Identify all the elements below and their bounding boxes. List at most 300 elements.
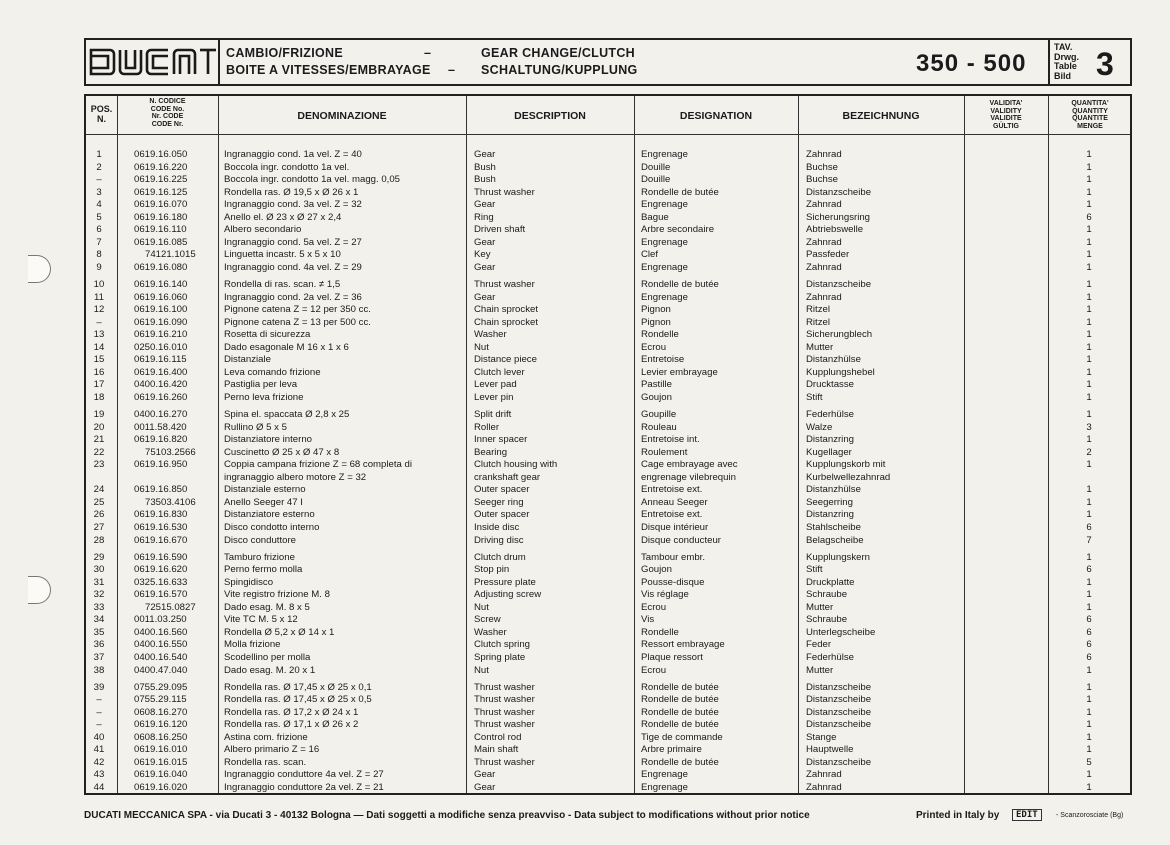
cell-den: Disco conduttore xyxy=(224,534,296,546)
cell-desc: Lever pin xyxy=(474,392,514,403)
cell-bez: Sicherungblech xyxy=(806,329,873,341)
cell-desc: Outer spacer xyxy=(474,484,530,496)
cell-den: Ingranaggio cond. 4a vel. Z = 29 xyxy=(224,261,362,273)
cell-desig: Tige de commande xyxy=(641,731,723,743)
cell-desig: Entretoise xyxy=(641,354,685,366)
cell-pos: 9 xyxy=(96,261,102,273)
cell-qty: 1 xyxy=(1086,354,1092,366)
table-row xyxy=(86,409,1130,421)
table-row xyxy=(86,614,1130,626)
cell-bez: Distanzring xyxy=(806,434,854,446)
cell-desc: Nut xyxy=(474,601,489,613)
cell-bez: Kupplungskern xyxy=(806,551,871,563)
cell-desig: Vis réglage xyxy=(641,589,689,601)
cell-desc: Main shaft xyxy=(474,744,519,756)
cell-den: Rullino Ø 5 x 5 xyxy=(224,421,287,433)
cell-qty: 6 xyxy=(1086,614,1092,626)
cell-qty: 1 xyxy=(1086,484,1092,496)
cell-desig: Douille xyxy=(641,174,671,186)
cell-desc: Split drift xyxy=(474,409,512,420)
model-number: 350 - 500 xyxy=(916,50,1027,77)
table-row xyxy=(86,472,1130,484)
cell-qty: 1 xyxy=(1086,434,1092,446)
cell-bez: Zahnrad xyxy=(806,769,842,781)
cell-den: Dado esag. M. 8 x 5 xyxy=(224,601,310,613)
cell-pos: 12 xyxy=(93,304,105,316)
col-header-code-2: CODE No. xyxy=(150,105,185,113)
cell-pos: – xyxy=(96,694,102,706)
cell-desig: Goupille xyxy=(641,409,677,420)
cell-bez: Stift xyxy=(806,564,823,576)
cell-qty: 1 xyxy=(1086,551,1092,563)
cell-code: 0400.16.420 xyxy=(134,379,188,391)
cell-pos: 43 xyxy=(93,769,105,781)
cell-code: 0619.16.850 xyxy=(134,484,188,496)
cell-desig: Engrenage xyxy=(641,291,688,303)
cell-qty: 1 xyxy=(1086,149,1092,160)
cell-bez: Belagscheibe xyxy=(806,534,864,546)
cell-den: Rondella ras. Ø 17,45 x Ø 25 x 0,1 xyxy=(224,681,372,693)
table-row xyxy=(86,279,1130,291)
cell-code: 0619.16.950 xyxy=(134,459,188,471)
sheet-header xyxy=(84,38,1132,86)
cell-code: 0619.16.060 xyxy=(134,291,188,303)
cell-pos: – xyxy=(96,316,102,328)
cell-bez: Druckplatte xyxy=(806,576,855,588)
cell-desig: Rondelle xyxy=(641,626,679,638)
cell-den: Tamburo frizione xyxy=(224,551,295,563)
cell-code: 0619.16.225 xyxy=(134,174,188,186)
cell-den: Leva comando frizione xyxy=(224,366,321,378)
cell-pos: 13 xyxy=(93,329,105,341)
cell-bez: Kupplungshebel xyxy=(806,366,875,378)
cell-code: 0619.16.100 xyxy=(134,304,188,316)
cell-desig: Arbre primaire xyxy=(641,744,702,756)
cell-den: Astina com. frizione xyxy=(224,731,308,743)
table-row xyxy=(86,224,1130,236)
cell-den: ingranaggio albero motore Z = 32 xyxy=(224,471,367,483)
cell-pos: 2 xyxy=(96,161,102,173)
cell-desig: Pastille xyxy=(641,379,672,391)
cell-den: Molla frizione xyxy=(224,639,281,651)
cell-bez: Distanzscheibe xyxy=(806,756,872,768)
cell-desig: Arbre secondaire xyxy=(641,224,715,236)
table-row xyxy=(86,564,1130,576)
cell-desig: Pignon xyxy=(641,304,671,316)
cell-bez: Buchse xyxy=(806,174,838,186)
cell-desig: Disque intérieur xyxy=(641,522,709,533)
col-header-pos xyxy=(86,104,117,124)
cell-desig: Plaque ressort xyxy=(641,652,703,663)
cell-pos: 15 xyxy=(93,354,105,366)
cell-den: Scodellino per molla xyxy=(224,652,311,663)
cell-pos: 6 xyxy=(96,224,102,236)
cell-den: Pignone catena Z = 12 per 350 cc. xyxy=(224,304,371,316)
cell-bez: Zahnrad xyxy=(806,781,842,793)
cell-qty: 1 xyxy=(1086,279,1092,290)
cell-qty: 1 xyxy=(1086,224,1092,236)
cell-code: 72515.0827 xyxy=(145,601,196,613)
cell-pos: 30 xyxy=(93,564,105,576)
table-row xyxy=(86,497,1130,509)
cell-bez: Mutter xyxy=(806,601,834,613)
cell-bez: Buchse xyxy=(806,161,838,173)
cell-desc: Thrust washer xyxy=(474,706,535,718)
cell-desc: Chain sprocket xyxy=(474,304,538,316)
table-row xyxy=(86,354,1130,366)
cell-bez: Distanzscheibe xyxy=(806,694,872,706)
cell-desig: Rondelle xyxy=(641,329,679,341)
cell-code: 0325.16.633 xyxy=(134,576,188,588)
cell-bez: Federhülse xyxy=(806,409,854,420)
cell-desig: Levier embrayage xyxy=(641,366,718,378)
cell-den: Rondella ras. Ø 17,45 x Ø 25 x 0,5 xyxy=(224,694,372,706)
cell-den: Rondella ras. scan. xyxy=(224,756,307,768)
cell-qty: 1 xyxy=(1086,576,1092,588)
cell-pos: 41 xyxy=(93,744,105,756)
cell-den: Perno fermo molla xyxy=(224,564,303,576)
cell-desc: Nut xyxy=(474,341,489,353)
cell-desc: Nut xyxy=(474,664,489,676)
cell-desc: Clutch lever xyxy=(474,366,525,378)
cell-den: Anello Seeger 47 I xyxy=(224,496,303,508)
cell-desig: Bague xyxy=(641,211,669,223)
cell-pos: – xyxy=(96,706,102,718)
col-header-qty-3: QUANTITE xyxy=(1072,115,1108,122)
cell-qty: 1 xyxy=(1086,681,1092,693)
cell-desig: Rondelle de butée xyxy=(641,719,719,731)
cell-qty: 6 xyxy=(1086,639,1092,651)
cell-desc: Screw xyxy=(474,614,501,626)
cell-bez: Unterlegscheibe xyxy=(806,626,876,638)
table-label-fr: Table xyxy=(1054,61,1077,71)
cell-pos: 21 xyxy=(93,434,105,446)
table-row xyxy=(86,447,1130,459)
cell-desc: Distance piece xyxy=(474,354,537,366)
title-dash-2: – xyxy=(448,63,456,77)
cell-desc: Thrust washer xyxy=(474,719,535,731)
col-header-code-1: N. CODICE xyxy=(149,98,186,105)
col-header-quantity xyxy=(1048,100,1132,130)
footer-company-notice: DUCATI MECCANICA SPA - via Ducati 3 - 40132 Bologna — Dati soggetti a modifiche senza preavviso - Data subject to modifications without prior notice xyxy=(84,810,810,821)
cell-den: Distanziale xyxy=(224,354,271,366)
cell-qty: 1 xyxy=(1086,459,1092,471)
table-row xyxy=(86,522,1130,534)
title-italian: CAMBIO/FRIZIONE xyxy=(226,46,343,60)
cell-desc: Key xyxy=(474,249,491,261)
cell-qty: 1 xyxy=(1086,496,1092,508)
cell-desig: Tambour embr. xyxy=(641,551,705,563)
col-header-pos-1: POS. xyxy=(90,104,113,114)
cell-bez: Kurbelwellezahnrad xyxy=(806,471,891,483)
cell-pos: 26 xyxy=(93,509,105,521)
cell-desc: Seeger ring xyxy=(474,496,524,508)
table-label-de: Bild xyxy=(1054,70,1071,81)
table-row xyxy=(86,237,1130,249)
cell-code: 0400.16.540 xyxy=(134,652,188,663)
cell-qty: 7 xyxy=(1086,534,1092,546)
cell-desc: Bush xyxy=(474,161,496,173)
table-row xyxy=(86,329,1130,341)
cell-desc: Washer xyxy=(474,626,507,638)
cell-desc: Washer xyxy=(474,329,507,341)
cell-den: Albero primario Z = 16 xyxy=(224,744,320,756)
cell-pos: 38 xyxy=(93,664,105,676)
footer-printer-location: - Scanzorosciate (Bg) xyxy=(1056,812,1124,819)
table-row xyxy=(86,484,1130,496)
cell-den: Ingranaggio cond. 2a vel. Z = 36 xyxy=(224,291,362,303)
cell-code: 0619.16.530 xyxy=(134,522,188,533)
cell-bez: Stange xyxy=(806,731,837,743)
cell-code: 0619.16.080 xyxy=(134,261,188,273)
table-row xyxy=(86,602,1130,614)
cell-desc: Gear xyxy=(474,236,496,248)
cell-pos: – xyxy=(96,174,102,186)
col-header-code-3: Nr. CODE xyxy=(151,113,184,120)
cell-desig: Rondelle de butée xyxy=(641,706,719,718)
table-label-en: Drwg. xyxy=(1054,51,1080,62)
table-row xyxy=(86,187,1130,199)
cell-code: 74121.1015 xyxy=(145,249,196,261)
cell-qty: 1 xyxy=(1086,589,1092,601)
col-header-denominazione: DENOMINAZIONE xyxy=(297,110,387,122)
parts-sheet xyxy=(84,38,1132,821)
cell-desig: Cage embrayage avec xyxy=(641,459,738,471)
cell-bez: Mutter xyxy=(806,664,834,676)
cell-bez: Federhülse xyxy=(806,652,854,663)
cell-desc: Gear xyxy=(474,199,496,211)
cell-code: 0619.16.010 xyxy=(134,744,188,756)
cell-desig: Ecrou xyxy=(641,601,667,613)
cell-desc: Clutch drum xyxy=(474,551,526,563)
col-header-pos-2: N. xyxy=(97,114,106,124)
cell-den: Distanziatore interno xyxy=(224,434,312,446)
cell-den: Ingranaggio conduttore 2a vel. Z = 21 xyxy=(224,781,384,793)
cell-pos: 17 xyxy=(93,379,105,391)
cell-pos: 22 xyxy=(93,446,105,458)
cell-desc: crankshaft gear xyxy=(474,471,541,483)
cell-qty: 1 xyxy=(1086,769,1092,781)
header-divider xyxy=(218,40,220,84)
ducati-logo xyxy=(88,44,218,80)
cell-desc: Lever pad xyxy=(474,379,517,391)
cell-code: 0619.16.020 xyxy=(134,781,188,793)
cell-code: 75103.2566 xyxy=(145,446,196,458)
header-rule xyxy=(86,134,1130,135)
cell-desc: Thrust washer xyxy=(474,279,535,290)
cell-den: Vite TC M. 5 x 12 xyxy=(224,614,298,626)
ducati-logo-graphic xyxy=(88,44,218,80)
col-header-designation: DESIGNATION xyxy=(679,110,753,122)
cell-desig: Anneau Seeger xyxy=(641,496,708,508)
title-german: SCHALTUNG/KUPPLUNG xyxy=(481,63,638,77)
cell-code: 0619.16.115 xyxy=(134,354,187,366)
table-row xyxy=(86,707,1130,719)
cell-desig: Engrenage xyxy=(641,149,688,160)
cell-bez: Distanzscheibe xyxy=(806,186,872,198)
cell-den: Albero secondario xyxy=(224,224,302,236)
cell-desig: Clef xyxy=(641,249,659,261)
cell-code: 0400.16.550 xyxy=(134,639,188,651)
cell-pos: 27 xyxy=(93,522,105,533)
cell-bez: Ritzel xyxy=(806,304,830,316)
cell-den: Cuscinetto Ø 25 x Ø 47 x 8 xyxy=(224,446,340,458)
cell-desig: Pousse-disque xyxy=(641,576,705,588)
cell-desc: Ring xyxy=(474,211,494,223)
cell-desig: Ecrou xyxy=(641,341,667,353)
cell-desig: Rondelle de butée xyxy=(641,681,719,693)
cell-code: 0619.16.830 xyxy=(134,509,188,521)
cell-pos: 29 xyxy=(93,551,105,563)
cell-code: 73503.4106 xyxy=(145,496,196,508)
cell-qty: 1 xyxy=(1086,601,1092,613)
cell-code: 0400.16.560 xyxy=(134,626,188,638)
cell-desig: Entretoise ext. xyxy=(641,509,703,521)
cell-den: Dado esag. M. 20 x 1 xyxy=(224,664,316,676)
cell-qty: 1 xyxy=(1086,744,1092,756)
cell-desc: Stop pin xyxy=(474,564,510,576)
col-header-qty-1: QUANTITA' xyxy=(1071,100,1109,107)
cell-den: Linguetta incastr. 5 x 5 x 10 xyxy=(224,249,341,261)
cell-desig: Douille xyxy=(641,161,671,173)
table-row xyxy=(86,719,1130,731)
cell-bez: Zahnrad xyxy=(806,291,842,303)
cell-bez: Feder xyxy=(806,639,832,651)
cell-pos: 28 xyxy=(93,534,105,546)
cell-desig: engrenage vilebrequin xyxy=(641,471,736,483)
cell-bez: Distanzscheibe xyxy=(806,681,872,693)
cell-desig: Ressort embrayage xyxy=(641,639,725,651)
table-row xyxy=(86,149,1130,161)
cell-code: 0250.16.010 xyxy=(134,341,188,353)
cell-qty: 6 xyxy=(1086,652,1092,663)
cell-pos: 37 xyxy=(93,652,105,663)
cell-bez: Drucktasse xyxy=(806,379,854,391)
footer-printed: Printed in Italy by xyxy=(916,810,1000,821)
col-header-code xyxy=(117,98,218,128)
punch-hole-bottom xyxy=(28,576,51,604)
cell-code: 0608.16.270 xyxy=(134,706,188,718)
cell-desc: Chain sprocket xyxy=(474,316,538,328)
cell-desc: Pressure plate xyxy=(474,576,536,588)
cell-desig: Rouleau xyxy=(641,421,677,433)
cell-den: Coppia campana frizione Z = 68 completa di xyxy=(224,459,412,471)
cell-desc: Gear xyxy=(474,291,496,303)
cell-bez: Zahnrad xyxy=(806,261,842,273)
table-row xyxy=(86,665,1130,677)
col-header-qty-2: QUANTITY xyxy=(1072,107,1108,115)
table-row xyxy=(86,262,1130,274)
table-row xyxy=(86,342,1130,354)
cell-pos: 23 xyxy=(93,459,105,471)
cell-desig: Pignon xyxy=(641,316,671,328)
cell-code: 0755.29.095 xyxy=(134,681,188,693)
cell-code: 0619.16.570 xyxy=(134,589,188,601)
cell-desig: Rondelle de butée xyxy=(641,756,719,768)
cell-desig: Entretoise ext. xyxy=(641,484,703,496)
table-row xyxy=(86,304,1130,316)
cell-bez: Stahlscheibe xyxy=(806,522,861,533)
cell-den: Rondella di ras. scan. ≠ 1,5 xyxy=(224,279,341,290)
cell-code: 0619.16.180 xyxy=(134,211,188,223)
cell-pos: 4 xyxy=(96,199,102,211)
table-row xyxy=(86,292,1130,304)
cell-pos: 18 xyxy=(93,392,105,403)
cell-desc: Thrust washer xyxy=(474,694,535,706)
cell-den: Boccola ingr. condotto 1a vel. magg. 0,05 xyxy=(224,174,400,186)
cell-desc: Outer spacer xyxy=(474,509,530,521)
cell-qty: 1 xyxy=(1086,366,1092,378)
table-label-it: TAV. xyxy=(1054,42,1073,52)
cell-den: Rondella Ø 5,2 x Ø 14 x 1 xyxy=(224,626,335,638)
cell-desig: Engrenage xyxy=(641,781,688,793)
cell-qty: 6 xyxy=(1086,522,1092,533)
cell-bez: Stift xyxy=(806,392,823,403)
col-header-qty-4: MENGE xyxy=(1077,122,1103,130)
cell-den: Ingranaggio cond. 1a vel. Z = 40 xyxy=(224,149,362,160)
cell-desc: Thrust washer xyxy=(474,681,535,693)
cell-qty: 1 xyxy=(1086,316,1092,328)
cell-bez: Walze xyxy=(806,421,833,433)
cell-bez: Distanzscheibe xyxy=(806,279,872,290)
table-row xyxy=(86,422,1130,434)
cell-qty: 1 xyxy=(1086,249,1092,261)
cell-bez: Distanzhülse xyxy=(806,484,861,496)
cell-qty: 1 xyxy=(1086,509,1092,521)
cell-pos: 10 xyxy=(93,279,105,290)
col-header-valid-2: VALIDITY xyxy=(990,107,1022,115)
cell-qty: 1 xyxy=(1086,706,1092,718)
cell-pos: 36 xyxy=(93,639,105,651)
cell-desig: Rondelle de butée xyxy=(641,186,719,198)
table-row xyxy=(86,694,1130,706)
cell-qty: 1 xyxy=(1086,409,1092,420)
cell-desc: Clutch spring xyxy=(474,639,530,651)
table-row xyxy=(86,552,1130,564)
cell-desc: Gear xyxy=(474,149,496,160)
cell-qty: 1 xyxy=(1086,719,1092,731)
cell-den: Rondella ras. Ø 19,5 x Ø 26 x 1 xyxy=(224,186,359,198)
cell-desig: Entretoise int. xyxy=(641,434,700,446)
table-row xyxy=(86,682,1130,694)
cell-code: 0400.16.270 xyxy=(134,409,188,420)
cell-code: 0619.16.820 xyxy=(134,434,188,446)
cell-qty: 1 xyxy=(1086,392,1092,403)
cell-bez: Schraube xyxy=(806,589,848,601)
cell-qty: 3 xyxy=(1086,421,1092,433)
table-row xyxy=(86,174,1130,186)
cell-desc: Gear xyxy=(474,769,496,781)
col-header-code-4: CODE Nr. xyxy=(151,120,184,128)
cell-pos: 34 xyxy=(93,614,105,626)
cell-desc: Adjusting screw xyxy=(474,589,542,601)
table-row xyxy=(86,732,1130,744)
cell-qty: 1 xyxy=(1086,304,1092,316)
cell-desc: Clutch housing with xyxy=(474,459,558,471)
cell-pos: 42 xyxy=(93,756,105,768)
cell-desig: Engrenage xyxy=(641,199,688,211)
cell-code: 0619.16.050 xyxy=(134,149,188,160)
table-row xyxy=(86,199,1130,211)
col-header-description: DESCRIPTION xyxy=(514,110,586,122)
table-row xyxy=(86,162,1130,174)
cell-bez: Schraube xyxy=(806,614,848,626)
col-header-validity xyxy=(964,100,1048,130)
header-divider-right xyxy=(1048,40,1050,84)
cell-desig: Roulement xyxy=(641,446,688,458)
table-row xyxy=(86,434,1130,446)
cell-bez: Sicherungsring xyxy=(806,211,870,223)
